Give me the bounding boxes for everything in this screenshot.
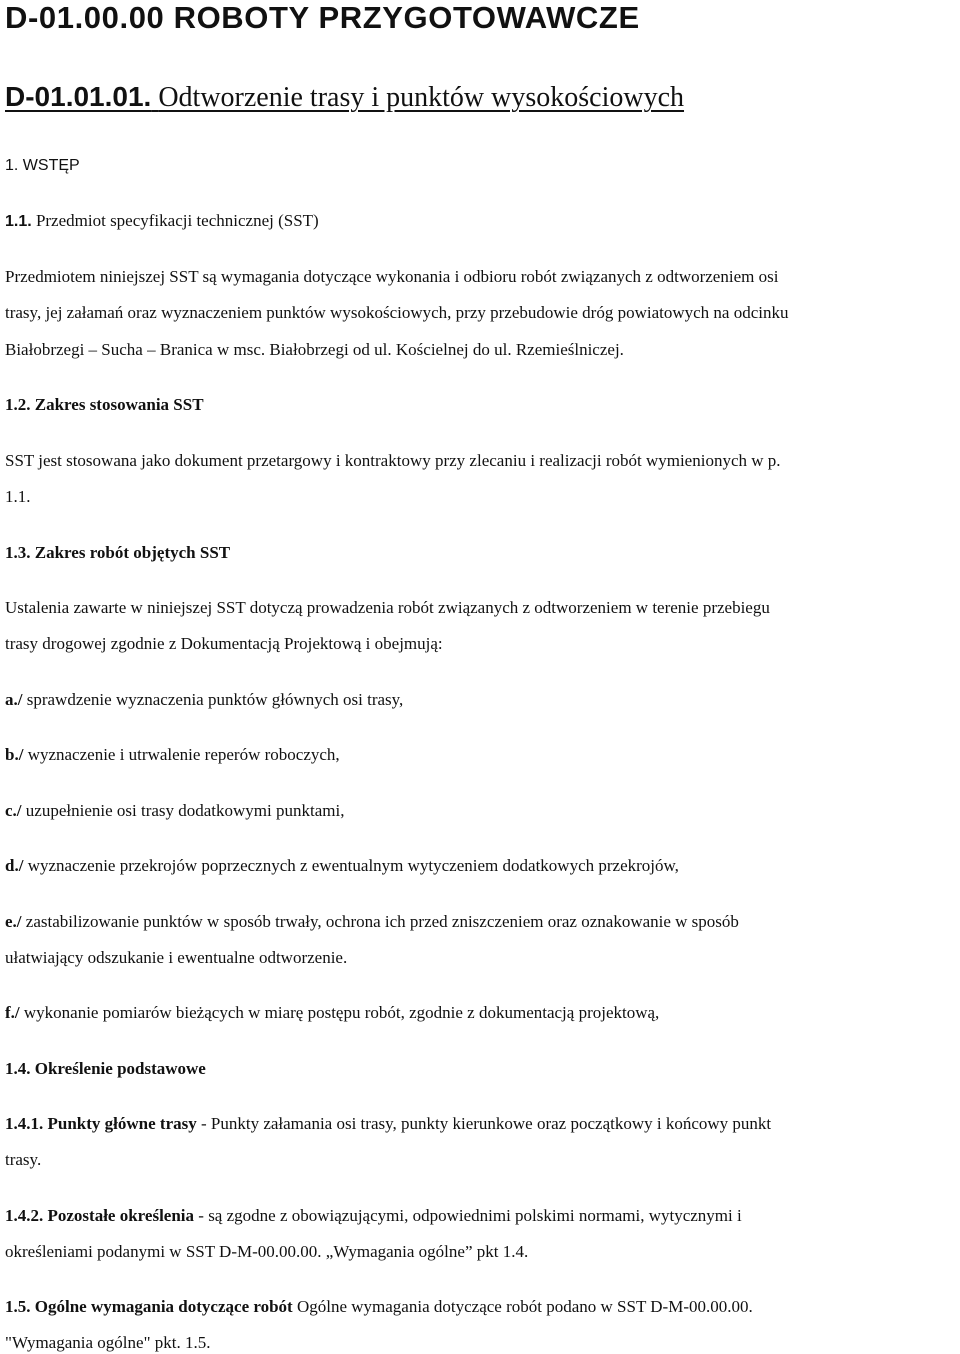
paragraph-line: trasy drogowej zgodnie z Dokumentacją Projektową i obejmują: [5,634,443,653]
paragraph-line: Białobrzegi – Sucha – Branica w msc. Białobrzegi od ul. Kościelnej do ul. Rzemieślniczej. [5,340,624,359]
list-item [5,1002,659,1024]
subsection-number: 1.4. [5,1059,31,1078]
definition-continuation: trasy. [5,1150,42,1169]
subsection-title: Określenie podstawowe [34,1059,206,1078]
list-item [5,744,340,766]
paragraph-line: SST jest stosowana jako dokument przetargowy i kontraktowy przy zlecaniu i realizacji robót wymienionych w p. [5,451,781,470]
subsection-title: Zakres stosowania SST [34,395,204,414]
paragraph-text: Ogólne wymagania dotyczące robót podano w SST D-M-00.00.00. [296,1297,753,1316]
spec-title [5,80,684,115]
spec-code: D-01.01.01. [5,81,152,112]
list-item-label: d./ [5,856,24,875]
list-item [5,855,679,877]
list-item-text: wyznaczenie i utrwalenie reperów roboczych, [23,745,340,764]
document-title: D-01.00.00 ROBOTY PRZYGOTOWAWCZE [5,0,640,35]
definition-number: 1.4.1. [5,1114,44,1133]
definition-line [5,1205,742,1227]
definition-number: 1.4.2. [5,1206,44,1225]
section-heading: 1. WSTĘP [5,157,80,174]
subsection-heading [5,1296,753,1318]
definition-term: Pozostałe określenia [47,1206,195,1225]
list-item [5,689,403,711]
definition-term: Punkty główne trasy [47,1114,197,1133]
subsection-number: 1.2. [5,395,31,414]
list-item-text: sprawdzenie wyznaczenia punktów głównych osi trasy, [22,690,404,709]
definition-line [5,1113,771,1135]
paragraph-line: 1.1. [5,487,31,506]
list-item-text: wykonanie pomiarów bieżących w miarę postępu robót, zgodnie z dokumentacją projektową, [19,1003,660,1022]
list-item-text: zastabilizowanie punktów w sposób trwały, ochrona ich przed zniszczeniem oraz oznakowanie w sposób [21,912,739,931]
definition-continuation: określeniami podanymi w SST D-M-00.00.00. „Wymagania ogólne” pkt 1.4. [5,1242,529,1261]
paragraph-line: "Wymagania ogólne" pkt. 1.5. [5,1333,211,1352]
subsection-number: 1.5. [5,1297,31,1316]
subsection-heading [5,1058,206,1080]
list-item-label: a./ [5,690,23,709]
list-item-label: c./ [5,801,22,820]
list-item-label: b./ [5,745,24,764]
paragraph-line: Przedmiotem niniejszej SST są wymagania dotyczące wykonania i odbioru robót związanych z odtworzeniem osi [5,267,779,286]
paragraph-line: trasy, jej załamań oraz wyznaczeniem punktów wysokościowych, przy przebudowie dróg powiatowych na odcinku [5,303,789,322]
subsection-number: 1.3. [5,543,31,562]
spec-name: Odtworzenie trasy i punktów wysokościowych [158,82,685,113]
subsection-number: 1.1. [5,213,32,230]
list-item-continuation: ułatwiający odszukanie i ewentualne odtworzenie. [5,948,348,967]
subsection-title: Przedmiot specyfikacji technicznej (SST) [35,211,319,230]
list-item-text: wyznaczenie przekrojów poprzecznych z ewentualnym wytyczeniem dodatkowych przekrojów, [23,856,679,875]
subsection-title: Zakres robót objętych SST [34,543,231,562]
definition-text: - są zgodne z obowiązującymi, odpowiednimi polskimi normami, wytycznymi i [198,1206,742,1225]
definition-text: - Punkty załamania osi trasy, punkty kierunkowe oraz początkowy i końcowy punkt [200,1114,772,1133]
list-item-label: e./ [5,912,22,931]
list-item-text: uzupełnienie osi trasy dodatkowymi punktami, [21,801,345,820]
subsection-heading [5,542,230,564]
list-item [5,911,739,933]
subsection-title: Ogólne wymagania dotyczące robót [34,1297,293,1316]
paragraph-line: Ustalenia zawarte w niniejszej SST dotyczą prowadzenia robót związanych z odtworzeniem w terenie przebiegu [5,598,770,617]
subsection-heading [5,394,204,416]
subsection-heading [5,210,319,233]
list-item-label: f./ [5,1003,20,1022]
list-item [5,800,344,822]
